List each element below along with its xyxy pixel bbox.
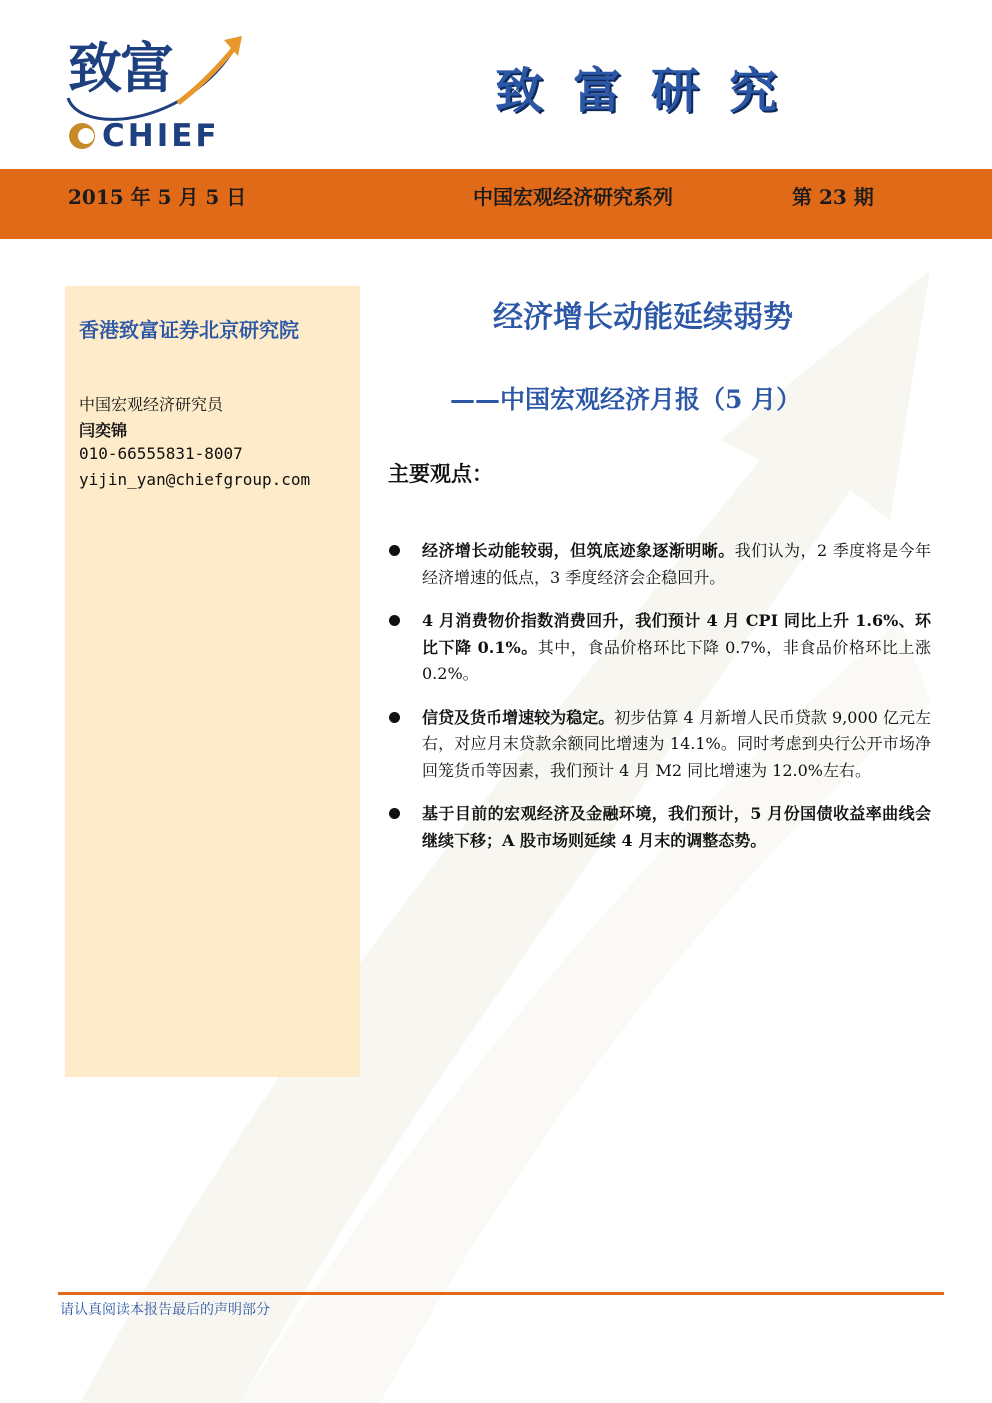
report-subtitle: ——中国宏观经济月报（5 月） [450, 385, 802, 414]
point-summary: 信贷及货币增速较为稳定。 [422, 707, 615, 727]
brand-title: 致富研究 [495, 63, 808, 119]
point-detail: 其中，食品价格环比下降 0.7%，非食品价格环比上涨 0.2%。 [422, 637, 931, 683]
logo-english-text: CHIEF [102, 118, 220, 154]
analyst-role: 中国宏观经济研究员 [79, 395, 224, 414]
bullet-icon [389, 808, 400, 819]
list-item [386, 608, 931, 688]
list-item [386, 801, 931, 854]
logo-chinese-text: 致富 [68, 36, 172, 100]
company-logo [58, 18, 258, 158]
footer-divider [58, 1292, 944, 1295]
point-summary: 基于目前的宏观经济及金融环境，我们预计，5 月份国债收益率曲线会继续下移；A 股市场则延续 4 月末的调整态势。 [422, 804, 931, 850]
point-detail: 初步估算 4 月新增人民币贷款 9,000 亿元左右，对应月末贷款余额同比增速为 14.1%。同时考虑到央行公开市场净回笼货币等因素，我们预计 4 月 M2 同比增速为 12.0%左右。 [422, 707, 931, 780]
list-item [386, 538, 931, 591]
bullet-icon [389, 712, 400, 723]
header-banner [0, 169, 992, 239]
key-points-list [386, 538, 931, 871]
issue-number: 第 23 期 [792, 185, 874, 209]
analyst-name: 闫奕锦 [79, 421, 128, 440]
list-item [386, 705, 931, 785]
institute-name: 香港致富证券北京研究院 [79, 318, 299, 342]
footer-disclaimer-note: 请认真阅读本报告最后的声明部分 [60, 1302, 270, 1318]
point-detail: 我们认为，2 季度将是今年经济增速的低点，3 季度经济会企稳回升。 [422, 541, 931, 587]
key-points-heading: 主要观点： [388, 461, 493, 486]
bullet-icon [389, 615, 400, 626]
report-date: 2015 年 5 月 5 日 [68, 185, 247, 209]
bullet-icon [389, 545, 400, 556]
report-series: 中国宏观经济研究系列 [473, 185, 673, 209]
point-summary: 经济增长动能较弱，但筑底迹象逐渐明晰。 [422, 541, 735, 560]
analyst-phone: 010-66555831-8007 [79, 444, 243, 463]
point-summary: 4 月消费物价指数消费回升，我们预计 4 月 CPI 同比上升 1.6%、环比下降 0.1%。 [422, 611, 931, 657]
report-title: 经济增长动能延续弱势 [493, 300, 793, 335]
analyst-email[interactable]: yijin_yan@chiefgroup.com [79, 470, 311, 489]
analyst-sidebar [65, 286, 360, 1077]
